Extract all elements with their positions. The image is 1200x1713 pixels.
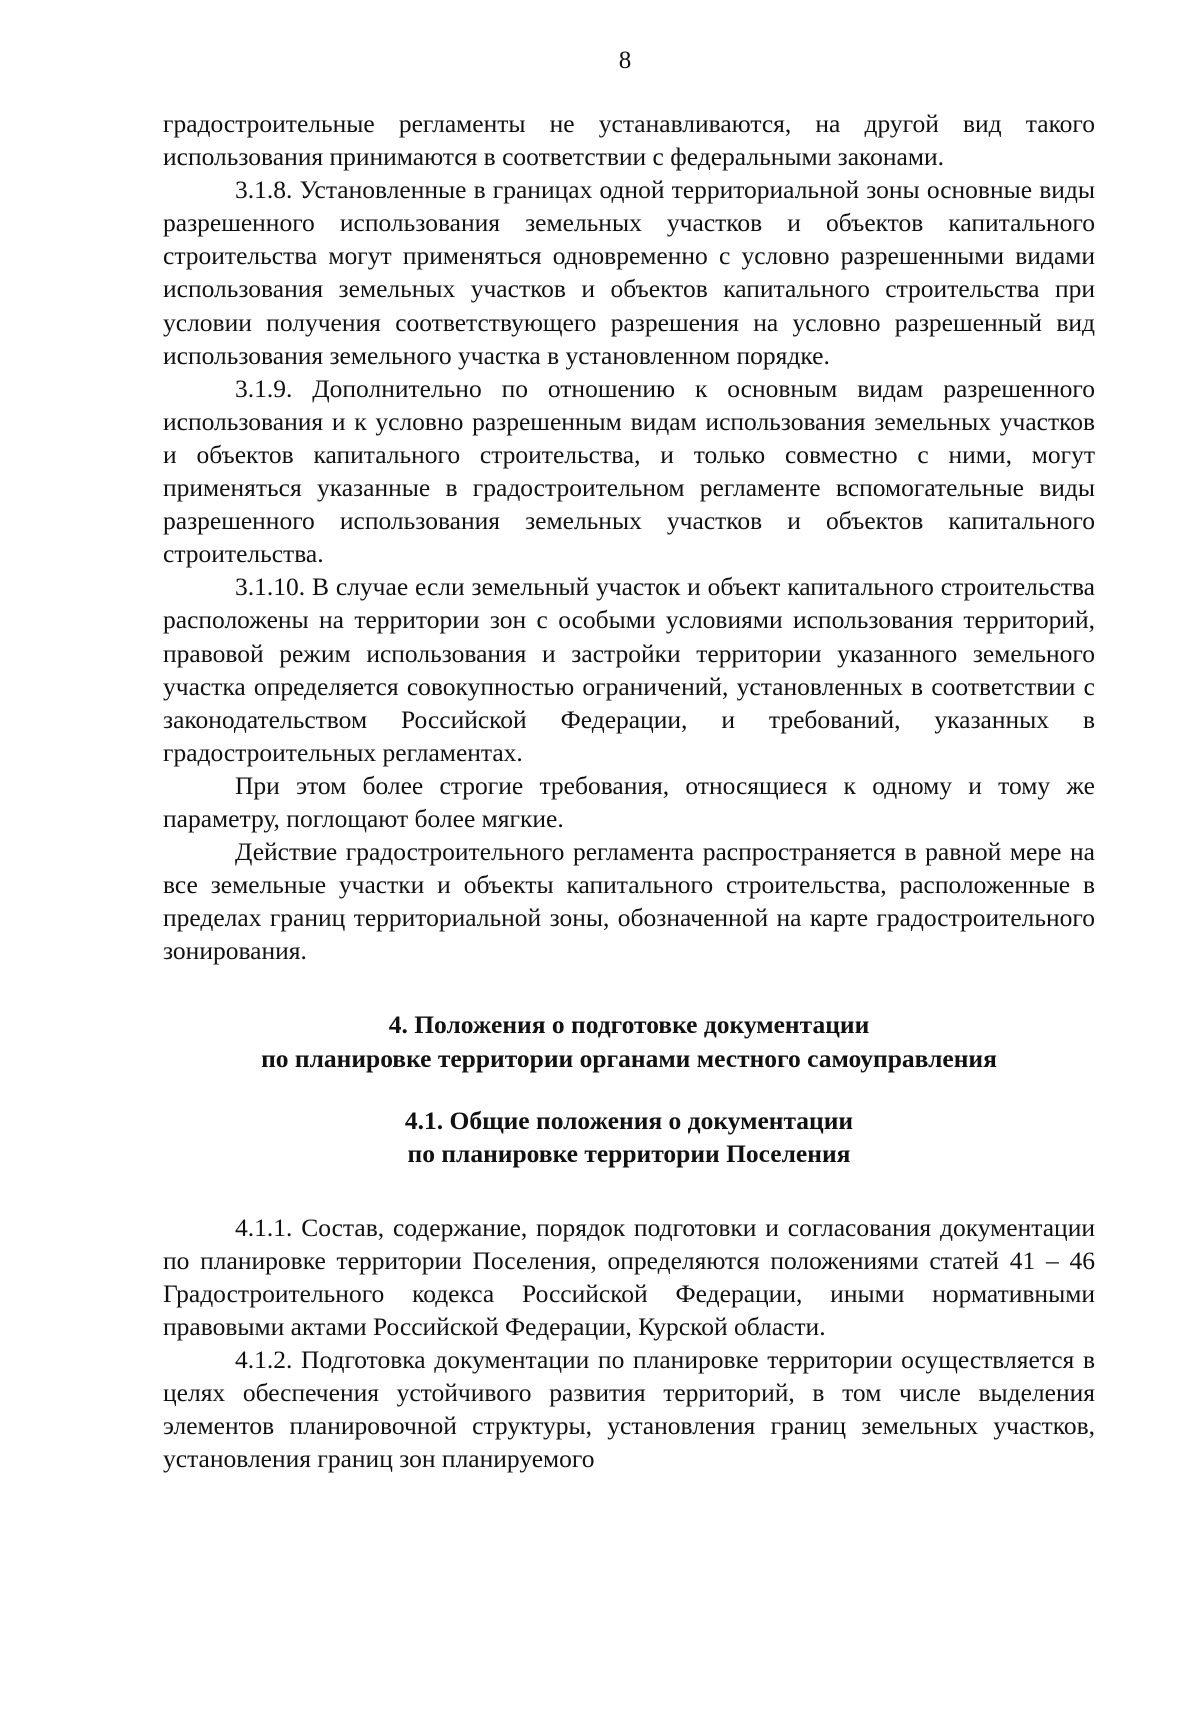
paragraph-continuation: градостроительные регламенты не устанавливаются, на другой вид такого использования принимаются в соответствии с федеральными законами.: [163, 109, 1095, 172]
paragraph-4-1-1: 4.1.1. Состав, содержание, порядок подготовки и согласования документации по планировке территории Поселения, определяются положениями статей 41 – 46 Градостроительного кодекса Российской Федерации, иными нормативными правовыми актами Российской Федерации, Курской области.: [163, 1212, 1095, 1342]
section-4-1-title-line-1: 4.1. Общие положения о документации: [404, 1105, 854, 1135]
paragraph-regulation-scope: Действие градостроительного регламента распространяется в равной мере на все земельные участки и объекты капитального строительства, расположенные в пределах границ территориальной зоны, обозначенной на карте градостроительного зонирования.: [163, 837, 1095, 966]
spacer: [163, 1075, 1095, 1104]
section-4-title-line-2: по планировке территории органами местного самоуправления: [261, 1043, 997, 1073]
paragraph-4-1-2: 4.1.2. Подготовка документации по планировке территории осуществляется в целях обеспечения устойчивого развития территорий, в том числе выделения элементов планировочной структуры, установления границ земельных участков, установления границ зон планируемого: [163, 1345, 1095, 1474]
section-4-1-title-line-2: по планировке территории Поселения: [407, 1138, 851, 1168]
spacer: [163, 1170, 1095, 1211]
page-number: 8: [618, 47, 632, 74]
paragraph-3-1-9: 3.1.9. Дополнительно по отношению к основным видам разрешенного использования и к условно разрешенным видам использования земельных участков и объектов капитального строительства, и только совместно с ними, могут применяться указанные в градостроительном регламенте вспомогательные виды разрешенного использования земельных участков и объектов капитального строительства.: [163, 373, 1095, 569]
spacer: [163, 967, 1095, 1008]
paragraph-3-1-10: 3.1.10. В случае если земельный участок и объект капитального строительства расположены на территории зон с особыми условиями использования территорий, правовой режим использования и застройки территории указанного земельного участка определяется совокупностью ограничений, установленных в соответствии с законодательством Российской Федерации, и требований, указанных в градостроительных регламентах.: [163, 572, 1095, 767]
paragraph-stricter-requirements: При этом более строгие требования, относящиеся к одному и тому же параметру, поглощают более мягкие.: [163, 770, 1095, 833]
section-4-heading: [163, 1008, 1095, 1074]
section-4-title-line-1: 4. Положения о подготовке документации: [388, 1010, 870, 1040]
paragraph-3-1-8: 3.1.8. Установленные в границах одной территориальной зоны основные виды разрешенного использования земельных участков и объектов капитального строительства могут применяться одновременно с условно разрешенными видами использования земельных участков и объектов капитального строительства при условии получения соответствующего разрешения на условно разрешенный вид использования земельного участка в установленном порядке.: [163, 175, 1095, 370]
document-body: [163, 107, 1095, 1476]
section-4-1-heading: [163, 1104, 1095, 1170]
